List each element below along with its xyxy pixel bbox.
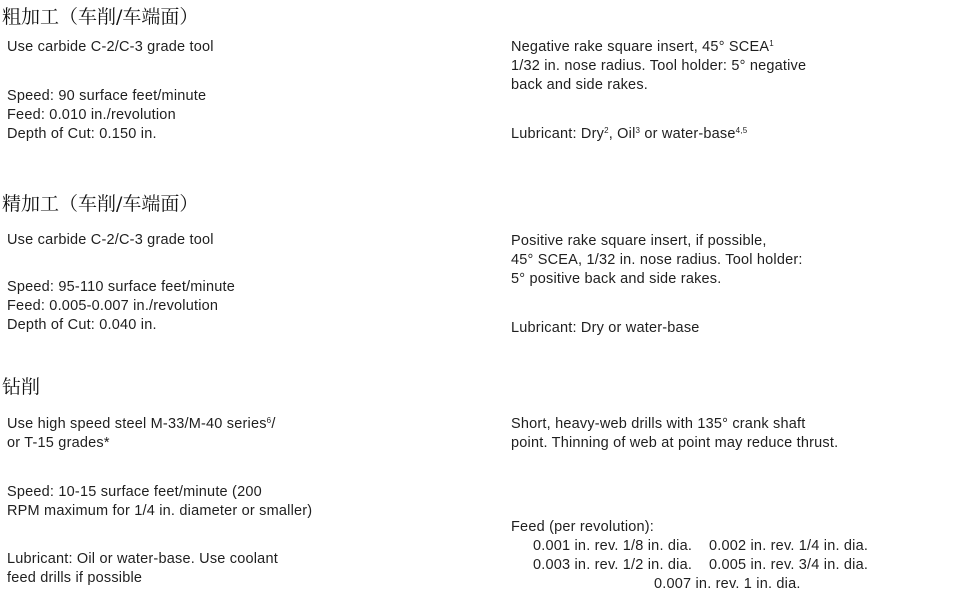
finishing-lubricant: Lubricant: Dry or water-base [511, 320, 700, 336]
roughing-insert-line-3: back and side rakes. [511, 77, 648, 93]
finishing-insert-line-2: 45° SCEA, 1/32 in. nose radius. Tool holder: [511, 252, 803, 268]
drilling-tool-line-1 [7, 415, 276, 434]
roughing-lubricant-label: Lubricant: Dry [511, 126, 605, 142]
drilling-lubricant-line-2: feed drills if possible [7, 570, 143, 586]
footnote-marker: 3 [635, 126, 641, 135]
drilling-speed-line-1: Speed: 10-15 surface feet/minute (200 [7, 484, 262, 500]
drilling-feed-row-3: 0.007 in. rev. 1 in. dia. [654, 576, 801, 592]
drilling-drill-line-1: Short, heavy-web drills with 135° crank shaft [511, 416, 806, 432]
footnote-marker: 1 [769, 39, 774, 48]
footnote-marker: 6 [266, 416, 272, 425]
roughing-lubricant-end: or water-base [640, 126, 736, 142]
drilling-lubricant-line-1: Lubricant: Oil or water-base. Use coolant [7, 551, 278, 567]
footnote-marker: 4,5 [735, 126, 748, 135]
roughing-lubricant-mid: , Oil [608, 126, 636, 142]
finishing-speed: Speed: 95-110 surface feet/minute [7, 279, 236, 295]
finishing-tool: Use carbide C-2/C-3 grade tool [7, 232, 214, 248]
roughing-depth: Depth of Cut: 0.150 in. [7, 126, 157, 142]
drilling-tool-slash: / [271, 416, 276, 432]
drilling-tool-line-2: or T-15 grades* [7, 435, 110, 451]
finishing-depth: Depth of Cut: 0.040 in. [7, 317, 157, 333]
finishing-feed: Feed: 0.005-0.007 in./revolution [7, 298, 219, 314]
section-heading-finishing: 精加工（车削/车端面） [2, 193, 199, 215]
finishing-insert-line-1: Positive rake square insert, if possible, [511, 233, 767, 249]
section-heading-drilling: 钻削 [2, 376, 41, 398]
drilling-speed-line-2: RPM maximum for 1/4 in. diameter or smaller) [7, 503, 313, 519]
roughing-tool: Use carbide C-2/C-3 grade tool [7, 39, 214, 55]
drilling-feed-row-2: 0.003 in. rev. 1/2 in. dia. 0.005 in. rev. 3/4 in. dia. [533, 557, 869, 573]
drilling-feed-row-1: 0.001 in. rev. 1/8 in. dia. 0.002 in. rev. 1/4 in. dia. [533, 538, 869, 554]
drilling-feed-label: Feed (per revolution): [511, 519, 655, 535]
roughing-feed: Feed: 0.010 in./revolution [7, 107, 176, 123]
drilling-drill-line-2: point. Thinning of web at point may reduce thrust. [511, 435, 839, 451]
roughing-insert-line-2: 1/32 in. nose radius. Tool holder: 5° negative [511, 58, 807, 74]
roughing-insert-line-1 [511, 38, 774, 57]
roughing-insert-text: Negative rake square insert, 45° SCEA [511, 39, 770, 55]
finishing-insert-line-3: 5° positive back and side rakes. [511, 271, 722, 287]
section-heading-roughing: 粗加工（车削/车端面） [2, 6, 199, 28]
footnote-marker: 2 [604, 126, 609, 135]
drilling-tool-text: Use high speed steel M-33/M-40 series [7, 416, 267, 432]
roughing-speed: Speed: 90 surface feet/minute [7, 88, 207, 104]
roughing-lubricant [511, 125, 747, 144]
